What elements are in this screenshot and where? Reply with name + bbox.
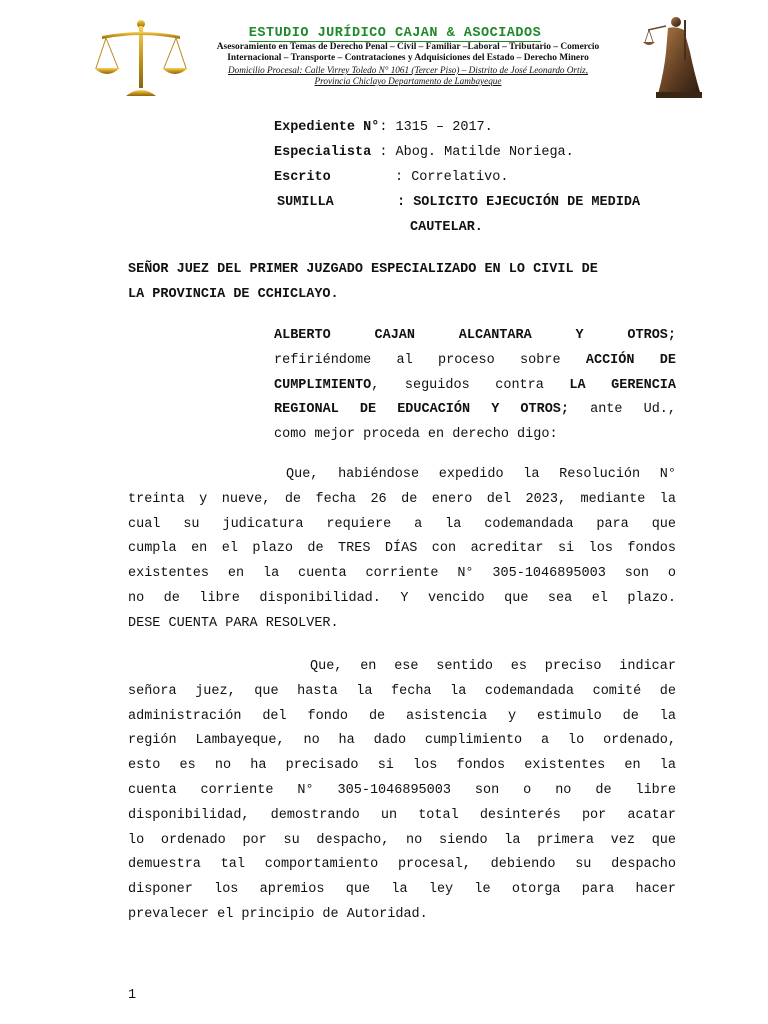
sumilla-label: SUMILLA <box>277 195 334 210</box>
intro-line: REGIONAL DE EDUCACIÓN Y OTROS; ante Ud., <box>274 402 676 418</box>
paragraph-1 <box>128 463 676 637</box>
especialista-row <box>274 145 574 160</box>
services-line-2: Internacional – Transporte – Contrataciones y Adquisiciones del Estado – Derecho Minero <box>227 53 589 63</box>
paragraph-2 <box>128 655 676 928</box>
especialista-value: : Abog. Matilde Noriega. <box>379 145 574 160</box>
addressee-line-2: LA PROVINCIA DE CCHICLAYO. <box>128 287 339 302</box>
intro-line: refiriéndome al proceso sobre ACCIÓN DE <box>274 352 676 368</box>
expediente-row <box>274 120 493 135</box>
paragraph-line: lo ordenado por su despacho, no siendo la primera vez que <box>128 832 676 848</box>
paragraph-line: demuestra tal comportamiento procesal, debiendo su despacho <box>128 857 676 873</box>
firm-name: ESTUDIO JURÍDICO CAJAN & ASOCIADOS <box>248 26 542 41</box>
lady-justice-statue <box>640 12 710 100</box>
paragraph-line: señora juez, que hasta la fecha la codemandada comité de <box>128 683 676 699</box>
intro-block <box>274 324 676 448</box>
paragraph-line: existentes en la cuenta corriente N° 305-1046895003 son o <box>128 566 676 582</box>
escrito-row <box>274 170 508 185</box>
especialista-label: Especialista <box>274 145 372 160</box>
paragraph-line: Que, en ese sentido es preciso indicar <box>310 659 676 674</box>
paragraph-line: treinta y nueve, de fecha 26 de enero del 2023, mediante la <box>128 491 676 507</box>
address-line-2: Provincia Chiclayo Departamento de Lambayeque <box>314 76 502 86</box>
expediente-label: Expediente N° <box>274 120 380 135</box>
services-line-1: Asesoramiento en Temas de Derecho Penal – Civil – Familiar –Laboral – Tributario – Comercio <box>216 42 600 52</box>
address-line-1: Domicilio Procesal: Calle Virrey Toledo N° 1061 (Tercer Piso) – Distrito de José Leonardo Ortiz, <box>227 65 588 75</box>
sumilla-value-1: : SOLICITO EJECUCIÓN DE MEDIDA <box>397 195 641 210</box>
paragraph-line: cumpla en el plazo de TRES DÍAS con acreditar si los fondos <box>128 541 676 557</box>
sumilla-value-2: CAUTELAR. <box>410 220 483 235</box>
scales-of-justice-logo <box>92 16 190 100</box>
paragraph-line: no de libre disponibilidad. Y vencido que sea el plazo. <box>128 590 676 606</box>
paragraph-line: disponer los apremios que la ley le otorga para hacer <box>128 882 676 898</box>
intro-line: como mejor proceda en derecho digo: <box>274 427 558 443</box>
expediente-value: : 1315 – 2017. <box>379 120 493 135</box>
paragraph-line: DESE CUENTA PARA RESOLVER. <box>128 615 339 631</box>
paragraph-line: prevalecer el principio de Autoridad. <box>128 906 428 922</box>
paragraph-line: Que, habiéndose expedido la Resolución N° <box>286 467 676 482</box>
page-number: 1 <box>128 988 137 1003</box>
escrito-value: : Correlativo. <box>395 170 509 185</box>
intro-line: ALBERTO CAJAN ALCANTARA Y OTROS; <box>274 328 676 343</box>
addressee-line-1: SEÑOR JUEZ DEL PRIMER JUZGADO ESPECIALIZADO EN LO CIVIL DE <box>128 262 598 277</box>
paragraph-line: disponibilidad, demostrando un total desinterés por acatar <box>128 807 676 823</box>
escrito-label: Escrito <box>274 170 331 185</box>
intro-line: CUMPLIMIENTO, seguidos contra LA GERENCIA <box>274 377 676 393</box>
paragraph-line: cual su judicatura requiere a la codemandada para que <box>128 516 676 532</box>
paragraph-line: esto es no ha precisado si los fondos existentes en la <box>128 758 676 774</box>
paragraph-line: administración del fondo de asistencia y estimulo de la <box>128 708 676 724</box>
paragraph-line: cuenta corriente N° 305-1046895003 son o no de libre <box>128 782 676 798</box>
paragraph-line: región Lambayeque, no ha dado cumplimiento a lo ordenado, <box>128 733 676 749</box>
